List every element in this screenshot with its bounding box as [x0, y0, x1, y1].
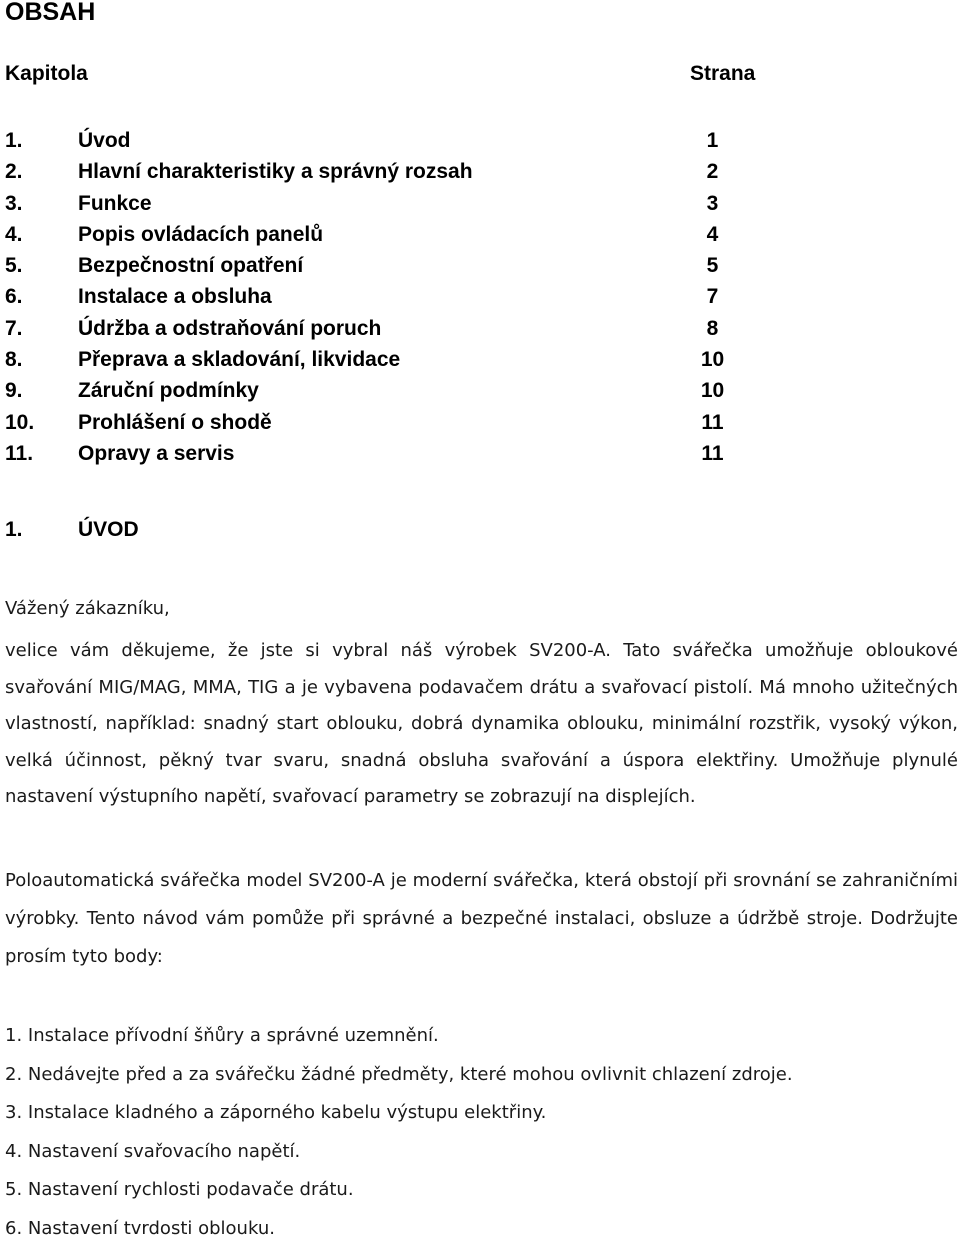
- list-item: 5. Nastavení rychlosti podavače drátu.: [5, 1174, 958, 1213]
- toc-item-page: 2: [695, 156, 730, 187]
- toc-item[interactable]: [5, 188, 765, 219]
- toc-item-number: 8.: [5, 344, 23, 375]
- section-title: ÚVOD: [78, 518, 139, 542]
- list-item: 1. Instalace přívodní šňůry a správné uzemnění.: [5, 1020, 958, 1059]
- toc-item[interactable]: [5, 344, 765, 375]
- toc-page-header: Strana: [690, 62, 755, 86]
- toc-item-number: 3.: [5, 188, 23, 219]
- toc-item-title: Opravy a servis: [78, 438, 234, 469]
- toc-item-number: 9.: [5, 375, 23, 406]
- toc-item[interactable]: [5, 125, 765, 156]
- toc-item[interactable]: [5, 281, 765, 312]
- list-item: 6. Nastavení tvrdosti oblouku.: [5, 1213, 958, 1251]
- toc-item-number: 2.: [5, 156, 23, 187]
- toc-item-page: 5: [695, 250, 730, 281]
- salutation: Vážený zákazníku,: [5, 598, 958, 619]
- toc-item[interactable]: [5, 407, 765, 438]
- toc-item-number: 10.: [5, 407, 34, 438]
- toc-item[interactable]: [5, 250, 765, 281]
- toc-item-page: 8: [695, 313, 730, 344]
- model-paragraph: Poloautomatická svářečka model SV200-A je moderní svářečka, která obstojí při srovnání se zahraničními výrobky. Tento návod vám pomůže při správné a bezpečné instalaci, obsluze a údržbě stroje. Dodržujte prosím tyto body:: [5, 862, 958, 976]
- list-item: 4. Nastavení svařovacího napětí.: [5, 1136, 958, 1175]
- toc-item-number: 7.: [5, 313, 23, 344]
- toc-item-number: 4.: [5, 219, 23, 250]
- toc-item-page: 7: [695, 281, 730, 312]
- toc-item-title: Prohlášení o shodě: [78, 407, 272, 438]
- list-item: 3. Instalace kladného a záporného kabelu výstupu elektřiny.: [5, 1097, 958, 1136]
- toc-item[interactable]: [5, 313, 765, 344]
- toc-item-number: 11.: [5, 438, 33, 469]
- toc-item-page: 11: [695, 407, 730, 438]
- list-item: 2. Nedávejte před a za svářečku žádné předměty, které mohou ovlivnit chlazení zdroje.: [5, 1059, 958, 1098]
- page-title: OBSAH: [5, 0, 95, 27]
- toc-item-title: Funkce: [78, 188, 152, 219]
- toc-item-title: Přeprava a skladování, likvidace: [78, 344, 400, 375]
- toc-item-title: Údržba a odstraňování poruch: [78, 313, 381, 344]
- toc-item[interactable]: [5, 219, 765, 250]
- toc-chapter-header: Kapitola: [5, 62, 88, 86]
- toc-item-number: 1.: [5, 125, 23, 156]
- toc-item[interactable]: [5, 375, 765, 406]
- toc-item-number: 6.: [5, 281, 23, 312]
- toc-item-title: Hlavní charakteristiky a správný rozsah: [78, 156, 473, 187]
- toc-item-page: 1: [695, 125, 730, 156]
- toc-item-title: Úvod: [78, 125, 131, 156]
- toc-item-title: Bezpečnostní opatření: [78, 250, 303, 281]
- toc-item[interactable]: [5, 156, 765, 187]
- toc-item-number: 5.: [5, 250, 23, 281]
- intro-paragraph: velice vám děkujeme, že jste si vybral náš výrobek SV200-A. Tato svářečka umožňuje obloukové svařování MIG/MAG, MMA, TIG a je vybavena podavačem drátu a svařovací pistolí. Má mnoho užitečných vlastností, například: snadný start oblouku, dobrá dynamika oblouku, minimální rozstřik, vysoký výkon, velká účinnost, pěkný tvar svaru, snadná obsluha svařování a úspora elektřiny. Umožňuje plynulé nastavení výstupního napětí, svařovací parametry se zobrazují na displejích.: [5, 633, 958, 816]
- toc-item-title: Instalace a obsluha: [78, 281, 272, 312]
- toc-item-title: Popis ovládacích panelů: [78, 219, 323, 250]
- section-number: 1.: [5, 518, 23, 542]
- steps-list: [5, 1020, 958, 1251]
- toc-item-page: 4: [695, 219, 730, 250]
- toc-item-page: 3: [695, 188, 730, 219]
- toc-item-page: 11: [695, 438, 730, 469]
- toc-item-page: 10: [695, 344, 730, 375]
- toc-item-page: 10: [695, 375, 730, 406]
- table-of-contents: [5, 125, 765, 469]
- toc-item[interactable]: [5, 438, 765, 469]
- toc-item-title: Záruční podmínky: [78, 375, 259, 406]
